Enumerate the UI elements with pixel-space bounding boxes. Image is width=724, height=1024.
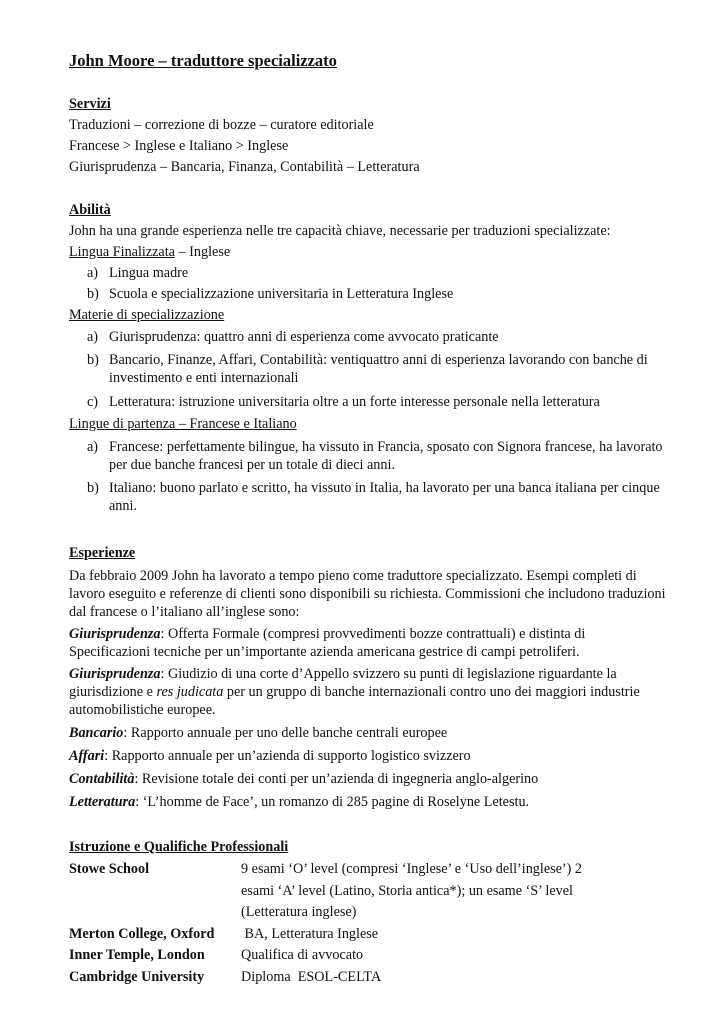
table-row (69, 924, 582, 946)
qualification-cell (241, 945, 582, 967)
experience-category: Giurisprudenza (69, 626, 161, 642)
institution-name: Inner Temple, London (69, 947, 205, 963)
list-item (69, 479, 669, 515)
experience-text: : ‘L’homme de Face’, un romanzo di 285 pagine di Roselyne Letestu. (135, 794, 530, 810)
abilita-section (69, 200, 669, 515)
qualification-line: esami ‘A’ level (Latino, Storia antica*); un esame ‘S’ level (241, 882, 573, 899)
document-title: John Moore – traduttore specializzato (69, 51, 337, 70)
list-marker: a) (87, 439, 99, 455)
list-marker: a) (87, 329, 99, 345)
list-item-text: Scuola e specializzazione universitaria in Letteratura Inglese (109, 286, 454, 302)
list-item (69, 438, 669, 474)
list-item-text: Italiano: buono parlato e scritto, ha vissuto in Italia, ha lavorato per una banca italiana per cinque anni. (109, 480, 660, 514)
experience-text: : Offerta Formale (compresi provvedimenti bozze contrattuali) e distinta di Specificazioni tecniche per un’importante azienda americana gestrice di campi petroliferi. (69, 626, 586, 660)
lingua-finalizzata-list (69, 263, 669, 305)
institution-name: Stowe School (69, 861, 150, 877)
qualification-line: 9 esami ‘O’ level (compresi ‘Inglese’ e ‘Uso dell’inglese’) 2 (241, 861, 583, 877)
experience-entry (69, 793, 669, 811)
list-item (69, 263, 669, 284)
table-row (69, 945, 582, 967)
list-item-text: Letteratura: istruzione universitaria oltre a un forte interesse personale nella letteratura (109, 394, 600, 410)
list-marker: b) (87, 352, 99, 368)
list-marker: a) (87, 265, 99, 281)
list-item (69, 284, 669, 305)
list-marker: b) (87, 286, 99, 302)
qualification-cell (241, 967, 582, 989)
list-item (69, 351, 669, 387)
experience-text: per un gruppo di banche internazionali contro uno dei maggiori industrie automobilistiche europee. (69, 684, 640, 718)
lingua-finalizzata-rest: – Inglese (174, 244, 231, 260)
experience-entry (69, 625, 669, 661)
list-item (69, 328, 669, 346)
servizi-line: Francese > Inglese e Italiano > Inglese (69, 138, 289, 154)
lingua-finalizzata-line (69, 242, 669, 263)
esperienze-section (69, 543, 669, 811)
list-item-text: Francese: perfettamente bilingue, ha vissuto in Francia, sposato con Signora francese, ha lavorato per due banche francesi per un totale di dieci anni. (109, 439, 663, 473)
servizi-line: Giurisprudenza – Bancaria, Finanza, Contabilità – Letteratura (69, 159, 420, 175)
experience-category: Giurisprudenza (69, 666, 161, 682)
experience-category: Bancario (69, 725, 124, 741)
materie-label: Materie di specializzazione (69, 307, 225, 323)
servizi-section (69, 94, 669, 178)
istruzione-section (69, 837, 669, 988)
servizi-heading: Servizi (69, 96, 111, 112)
experience-text: : Revisione totale dei conti per un’azienda di ingegneria anglo-algerino (134, 771, 539, 787)
list-item (69, 393, 669, 411)
experience-text: : Giudizio di una corte d’Appello svizzero su punti di legislazione riguardante la giurisdizione e (69, 666, 617, 700)
abilita-heading: Abilità (69, 202, 111, 218)
list-marker: b) (87, 480, 99, 496)
qualification-line: Qualifica di avvocato (241, 947, 364, 963)
table-row (69, 967, 582, 989)
lingua-finalizzata-label: Lingua Finalizzata (69, 244, 175, 260)
esperienze-heading: Esperienze (69, 545, 136, 561)
experience-text: : Rapporto annuale per uno delle banche centrali europee (123, 725, 448, 741)
list-marker: c) (87, 394, 99, 410)
experience-entry (69, 770, 669, 788)
abilita-intro: John ha una grande esperienza nelle tre capacità chiave, necessarie per traduzioni specializzate: (69, 223, 611, 239)
education-table (69, 859, 582, 988)
experience-italic-term: res judicata (156, 684, 224, 700)
institution-name: Cambridge University (69, 968, 205, 985)
qualification-line: BA, Letteratura Inglese (241, 925, 379, 942)
experience-text: : Rapporto annuale per un’azienda di supporto logistico svizzero (104, 748, 471, 764)
experience-category: Affari (69, 748, 105, 764)
experience-entry (69, 665, 669, 719)
table-row (69, 859, 582, 924)
qualification-line: (Letteratura inglese) (241, 904, 357, 920)
istruzione-heading: Istruzione e Qualifiche Professionali (69, 839, 289, 855)
institution-name: Merton College, Oxford (69, 925, 215, 942)
experience-category: Contabilità (69, 771, 135, 787)
lingue-partenza-label: Lingue di partenza – Francese e Italiano (69, 416, 297, 432)
cv-page (69, 50, 669, 1010)
list-item-text: Giurisprudenza: quattro anni di esperienza come avvocato praticante (109, 329, 499, 345)
experience-entry (69, 747, 669, 765)
list-item-text: Bancario, Finanze, Affari, Contabilità: ventiquattro anni di esperienza lavorando con banche di investimento e enti internazionali (109, 352, 648, 386)
qualification-line: Diploma ESOL-CELTA (241, 968, 382, 985)
experience-entry (69, 724, 669, 742)
experience-category: Letteratura (69, 794, 136, 810)
servizi-line: Traduzioni – correzione di bozze – curatore editoriale (69, 117, 374, 133)
materie-list (69, 328, 669, 411)
qualification-cell (241, 924, 582, 946)
qualification-cell (241, 859, 582, 924)
lingue-partenza-list (69, 438, 669, 515)
list-item-text: Lingua madre (109, 265, 189, 281)
esperienze-intro: Da febbraio 2009 John ha lavorato a tempo pieno come traduttore specializzato. Esempi completi di lavoro eseguito e referenze di clienti sono disponibili su richiesta. Commissioni che includono traduzioni dal francese o l’italiano all’inglese sono: (69, 568, 666, 620)
